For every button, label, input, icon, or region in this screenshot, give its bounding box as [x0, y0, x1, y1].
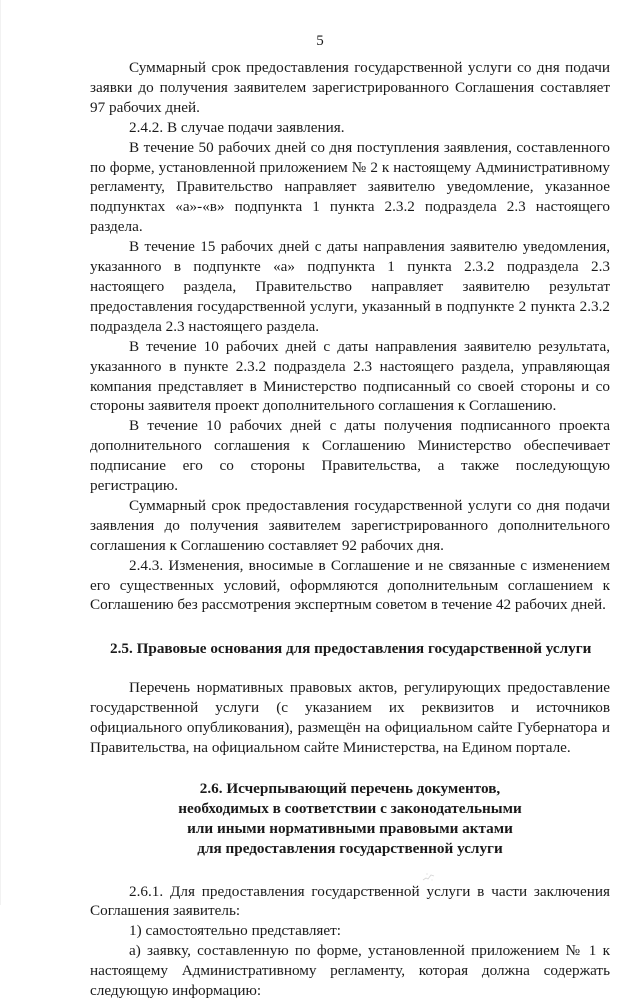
paragraph-total-term-agreement: Суммарный срок предоставления государственной услуги со дня подачи заявки до получения заявителем зарегистрированного Соглашения составляет 97 рабочих дней.: [90, 59, 610, 116]
paragraph-10-days-signing: В течение 10 рабочих дней с даты получения подписанного проекта дополнительного соглашения к Соглашению Министерство обеспечивает подписание его со стороны Правительства, а также последующую регистрацию.: [90, 417, 610, 495]
paragraph-15-days: В течение 15 рабочих дней с даты направления заявителю уведомления, указанного в подпункте «а» подпункта 1 пункта 2.3.2 подраздела 2.3 настоящего раздела, Правительство направляет заявителю результат предоставления государственной услуги, указанный в подпункте 2 пункта 2.3.2 подраздела 2.3 настоящего раздела.: [90, 238, 610, 335]
section-2-6-heading-line: 2.6. Исчерпывающий перечень документов,: [199, 779, 501, 797]
paragraph-2-4-3: 2.4.3. Изменения, вносимые в Соглашение и не связанные с изменением его существенных условий, оформляются дополнительным соглашением к Соглашению без рассмотрения экспертным советом в течение 42 рабочих дней.: [90, 556, 610, 614]
section-2-5-heading: 2.5. Правовые основания для предоставления государственной услуги: [110, 640, 592, 658]
paragraph-2-4-2: 2.4.2. В случае подачи заявления.: [129, 118, 345, 136]
paragraph-item-1: 1) самостоятельно представляет:: [129, 922, 341, 940]
paragraph-10-days-result: В течение 10 рабочих дней с даты направления заявителю результата, указанного в пункте 2.3.2 подраздела 2.3 настоящего раздела, управляющая компания представляет в Министерство подписанный со своей стороны и со стороны заявителя проект дополнительного соглашения к Соглашению.: [90, 337, 610, 415]
section-2-6-heading-line: для предоставления государственной услуги: [197, 839, 503, 857]
section-2-6-heading-line: необходимых в соответствии с законодательными: [178, 799, 522, 817]
paragraph-2-6-1: 2.6.1. Для предоставления государственной услуги в части заключения Соглашения заявитель:: [90, 882, 610, 920]
scan-artifact: [422, 872, 436, 882]
paragraph-item-a: а) заявку, составленную по форме, установленной приложением № 1 к настоящему Административному регламенту, которая должна содержать следующую информацию:: [90, 942, 610, 1000]
section-2-6-heading: [90, 779, 610, 859]
section-2-6-heading-line: или иными нормативными правовыми актами: [187, 819, 513, 837]
document-body: [90, 58, 610, 1001]
paragraph-total-term-supplement: Суммарный срок предоставления государственной услуги со дня подачи заявления до получения заявителем зарегистрированного дополнительного соглашения к Соглашению составляет 92 рабочих дня.: [90, 496, 610, 554]
section-2-5-paragraph: Перечень нормативных правовых актов, регулирующих предоставление государственной услуги (с указанием их реквизитов и источников официального опубликования), размещён на официальном сайте Губернатора и Правительства, на официальном сайте Министерства, на Едином портале.: [90, 679, 610, 756]
paragraph-50-days: В течение 50 рабочих дней со дня поступления заявления, составленного по форме, установленной приложением № 2 к настоящему Административному регламенту, Правительство направляет заявителю уведомление, указанное подпунктах «а»-«в» подпункта 1 пункта 2.3.2 подраздела 2.3 настоящего раздела.: [90, 138, 610, 236]
page-number: 5: [316, 33, 324, 49]
